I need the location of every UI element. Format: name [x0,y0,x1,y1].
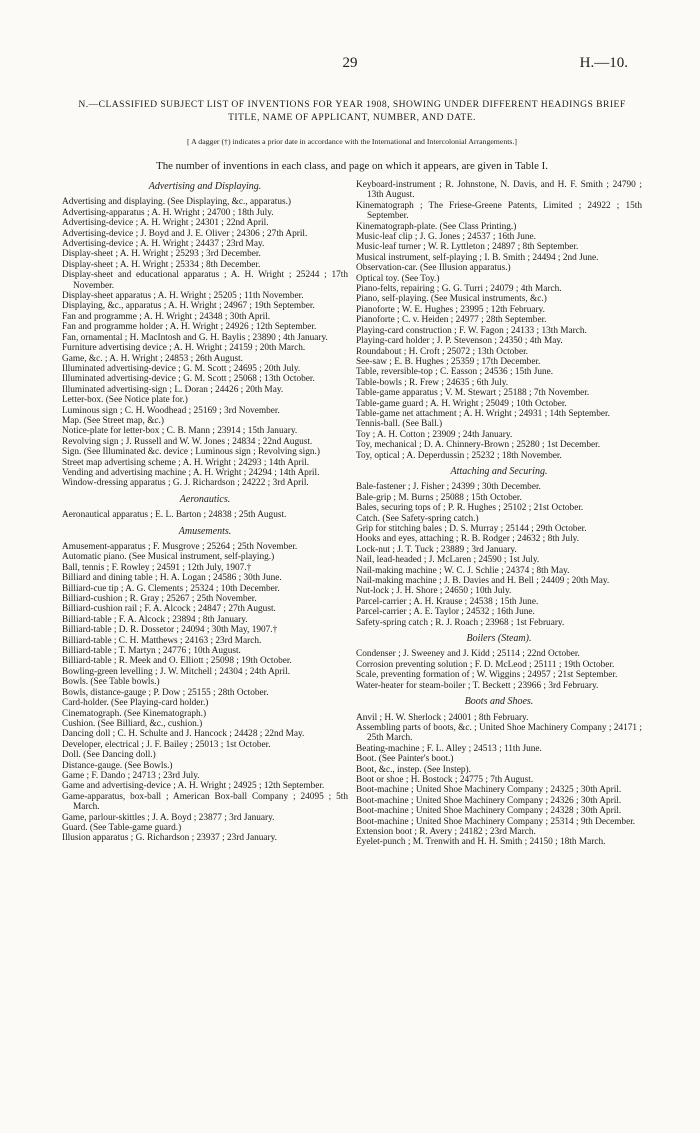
list-title: N.—CLASSIFIED SUBJECT LIST OF INVENTIONS FOR YEAR 1908, SHOWING UNDER DIFFERENT HEADINGS BRIEF TITLE, NAME OF APPLICANT, NUMBER, AND DATE. [78,99,626,123]
list-item: Beating-machine ; F. L. Alley ; 24513 ; 11th June. [356,743,542,754]
left-column [62,180,348,844]
list-item: Sign. (See Illuminated &c. device ; Luminous sign ; Revolving sign.) [62,447,320,458]
list-item: Revolving sign ; J. Russell and W. W. Jones ; 24834 ; 22nd August. [62,436,313,447]
list-item: Bales, securing tops of ; P. R. Hughes ; 25102 ; 21st October. [356,503,584,514]
list-item: Vending and advertising machine ; A. H. Wright ; 24294 ; 14th April. [62,467,320,478]
list-item: Hooks and eyes, attaching ; R. B. Rodger ; 24632 ; 8th July. [356,534,580,545]
list-item: Lock-nut ; J. T. Tuck ; 23889 ; 3rd January. [356,544,517,555]
list-item: Notice-plate for letter-box ; C. B. Mann ; 23914 ; 15th January. [62,426,298,437]
list-item: Amusement-apparatus ; F. Musgrove ; 25264 ; 25th November. [62,542,298,552]
subject-section [356,634,642,691]
list-item: Billiard and dining table ; H. A. Logan ; 24586 ; 30th June. [62,573,282,584]
list-item: Boot-machine ; United Shoe Machinery Company ; 24328 ; 30th April. [356,806,622,817]
entry-list [356,649,642,691]
list-item: Letter-box. (See Notice plate for.) [62,395,188,406]
list-item: Boot, &c., instep. (See Instep). [356,764,471,775]
section-heading: Boots and Shoes. [464,696,534,708]
list-item: Map. (See Street map, &c.) [62,415,164,426]
list-item: Nail-making machine ; J. B. Davies and H. Bell ; 24409 ; 20th May. [356,576,610,587]
list-item: Boot or shoe ; H. Bostock ; 24775 ; 7th August. [356,774,534,785]
list-item: Toy, optical ; A. Deperdussin ; 25232 ; 18th November. [356,450,562,461]
list-item: Game, &c. ; A. H. Wright ; 24853 ; 26th August. [62,353,243,364]
list-item: Table, reversible-top ; C. Easson ; 24536 ; 15th June. [356,367,554,378]
list-item: Scale, preventing formation of ; W. Wiggins ; 24957 ; 21st September. [356,670,618,681]
list-item: Ball, tennis ; F. Rowley ; 24591 ; 12th July, 1907.† [62,562,252,573]
list-item: Bowls. (See Table bowls.) [62,677,160,688]
list-item: Nut-lock ; J. H. Shore ; 24650 ; 10th July. [356,586,512,597]
list-item: Automatic piano. (See Musical instrument, self-playing.) [62,552,275,563]
list-item: Game, parlour-skittles ; J. A. Boyd ; 23877 ; 3rd January. [62,812,275,823]
list-item: Doll. (See Dancing doll.) [62,750,156,761]
list-item: Nail-making machine ; W. C. J. Schlie ; 24374 ; 8th May. [356,565,570,576]
list-item: Cinematograph. (See Kinematograph.) [62,708,207,719]
page-number: 29 [342,55,358,71]
list-item: Billiard-table ; D. R. Dossetor ; 24094 ; 30th May, 1907.† [62,625,278,636]
list-item: Piano, self-playing. (See Musical instruments, &c.) [356,294,547,305]
section-heading: Aeronautics. [179,493,231,505]
list-item: Illuminated advertising-device ; G. M. Scott ; 24695 ; 20th July. [62,363,301,374]
list-item: Bale-fastener ; J. Fisher ; 24399 ; 30th December. [356,482,541,493]
list-item: Roundabout ; H. Croft ; 25072 ; 13th October. [356,346,528,357]
list-item: Billiard-cue tip ; A. G. Clements ; 25324 ; 10th December. [62,583,280,594]
list-item: Optical toy. (See Toy.) [356,273,440,284]
list-item: Eyelet-punch ; M. Trenwith and H. H. Smith ; 24150 ; 18th March. [356,837,606,848]
list-item: Toy ; A. H. Cotton ; 23909 ; 24th January. [356,429,513,440]
list-item: Piano-felts, repairing ; G. G. Turri ; 24079 ; 4th March. [356,284,562,295]
list-item: Advertising-device ; A. H. Wright ; 24437 ; 23rd May. [62,239,265,250]
list-item: Billiard-table ; T. Martyn ; 24776 ; 10th August. [62,646,241,657]
list-item: Grip for stitching bales ; D. S. Murray ; 25144 ; 29th October. [356,524,587,534]
entry-list [356,482,642,628]
list-item: Billiard-cushion rail ; F. A. Alcock ; 24847 ; 27th August. [62,604,276,615]
entry-list [62,510,348,520]
list-item: Bowls, distance-gauge ; P. Dow ; 25155 ; 28th October. [62,687,269,698]
intro-text: The number of inventions in each class, and page on which it appears, are given in Table I. [156,160,548,172]
list-item: Pianoforte ; C. v. Heiden ; 24977 ; 28th September. [356,315,547,326]
list-item: Corrosion preventing solution ; F. D. McLeod ; 25111 ; 19th October. [356,659,615,670]
list-item: Cushion. (See Billiard, &c., cushion.) [62,718,203,729]
list-item: Boot-machine ; United Shoe Machinery Company ; 24326 ; 30th April. [356,795,622,806]
list-item: Developer, electrical ; J. F. Bailey ; 25013 ; 1st October. [62,739,271,750]
list-item: Advertising and displaying. (See Displaying, &c., apparatus.) [62,197,292,208]
section-heading: Amusements. [178,525,232,537]
list-item: Water-heater for steam-boiler ; T. Beckett ; 23966 ; 3rd February. [356,680,599,691]
entry-list [62,542,348,844]
list-item: Boot-machine ; United Shoe Machinery Company ; 25314 ; 9th December. [356,816,636,827]
subject-section [356,180,642,461]
list-item: Street map advertising scheme ; A. H. Wright ; 24293 ; 14th April. [62,457,310,468]
list-item: Fan and programme ; A. H. Wright ; 24348 ; 30th April. [62,311,271,322]
entry-list [356,713,642,848]
list-item: Observation-car. (See Illusion apparatus.) [356,263,511,274]
list-item: Guard. (See Table-game guard.) [62,822,182,833]
page-reference: H.—10. [579,55,628,71]
list-item: Dancing doll ; C. H. Schulte and J. Hancock ; 24428 ; 22nd May. [62,729,305,740]
list-item: Tennis-ball. (See Ball.) [356,419,443,430]
list-item: Billiard-table ; C. H. Matthews ; 24163 ; 23rd March. [62,635,262,646]
list-item: Music-leaf clip ; J. G. Jones ; 24537 ; 16th June. [356,232,536,243]
list-item: Billiard-table ; R. Meek and O. Elliott ; 25098 ; 19th October. [62,656,292,667]
list-item: Distance-gauge. (See Bowls.) [62,760,173,771]
list-item: Table-game apparatus ; V. M. Stewart ; 25188 ; 7th November. [356,388,590,399]
list-item: Game ; F. Dando ; 24713 ; 23rd July. [62,770,200,781]
list-item: Illuminated advertising-sign ; L. Doran ; 24426 ; 20th May. [62,384,284,395]
list-item: Nail, lead-headed ; J. McLaren ; 24590 ; 1st July. [356,555,540,566]
list-item: See-saw ; E. B. Hughes ; 25359 ; 17th December. [356,356,541,367]
list-item: Illusion apparatus ; G. Richardson ; 23937 ; 23rd January. [62,833,277,844]
subject-section [62,495,348,521]
entry-list [62,197,348,488]
dagger-note: [ A dagger (†) indicates a prior date in accordance with the International and Intercolonial Arrangements.] [187,137,517,146]
entry-list [356,180,642,461]
subject-section [62,527,348,844]
subject-section [356,697,642,848]
list-item: Billiard-cushion ; R. Gray ; 25267 ; 25th November. [62,594,257,605]
right-column [356,180,642,848]
list-item: Playing-card holder ; J. P. Stevenson ; 24350 ; 4th May. [356,336,563,347]
list-item: Game and advertising-device ; A. H. Wright ; 24925 ; 12th September. [62,781,325,792]
list-item: Display-sheet apparatus ; A. H. Wright ; 25205 ; 11th November. [62,291,304,302]
list-item: Musical instrument, self-playing ; I. B. Smith ; 24494 ; 2nd June. [356,252,599,263]
list-item: Safety-spring catch ; R. J. Roach ; 23968 ; 1st February. [356,617,565,628]
list-item: Furniture advertising device ; A. H. Wright ; 24159 ; 20th March. [62,343,306,354]
list-item: Displaying, &c., apparatus ; A. H. Wright ; 24967 ; 19th September. [62,301,315,312]
list-item: Game-apparatus, box-ball ; American Box-ball Company ; 24095 ; 5th March. [62,791,348,813]
list-item: Kinematograph ; The Friese-Greene Patents, Limited ; 24922 ; 15th September. [356,200,642,222]
section-heading: Boilers (Steam). [466,633,532,645]
list-item: Parcel-carrier ; A. E. Taylor ; 24532 ; 16th June. [356,607,535,618]
list-item: Catch. (See Safety-spring catch.) [356,513,479,524]
list-item: Billiard-table ; F. A. Alcock ; 23894 ; 8th January. [62,614,248,625]
list-item: Boot-machine ; United Shoe Machinery Company ; 24325 ; 30th April. [356,785,622,796]
section-heading: Attaching and Securing. [450,465,548,477]
list-item: Card-holder. (See Playing-card holder.) [62,698,209,709]
list-item: Advertising-apparatus ; A. H. Wright ; 24700 ; 18th July. [62,207,274,218]
list-item: Display-sheet ; A. H. Wright ; 25334 ; 8th December. [62,259,261,270]
subject-section [356,467,642,628]
list-item: Kinematograph-plate. (See Class Printing.) [356,221,517,232]
list-item: Condenser ; J. Sweeney and J. Kidd ; 25114 ; 22nd October. [356,649,580,660]
list-item: Window-dressing apparatus ; G. J. Richardson ; 24222 ; 3rd April. [62,478,309,489]
list-item: Pianoforte ; W. E. Hughes ; 23995 ; 12th February. [356,304,545,315]
list-item: Keyboard-instrument ; R. Johnstone, N. Davis, and H. F. Smith ; 24790 ; 13th August. [356,180,642,201]
list-item: Bowling-green levelling ; J. W. Mitchell ; 24304 ; 24th April. [62,666,291,677]
list-item: Playing-card construction ; F. W. Fagon ; 24133 ; 13th March. [356,325,587,336]
list-item: Toy, mechanical ; D. A. Chinnery-Brown ; 25280 ; 1st December. [356,440,601,451]
list-item: Fan, ornamental ; H. MacIntosh and G. H. Baylis ; 23890 ; 4th January. [62,332,328,343]
list-item: Extension boot ; R. Avery ; 24182 ; 23rd March. [356,826,536,837]
list-item: Display-sheet and educational apparatus ; A. H. Wright ; 25244 ; 17th November. [62,270,348,291]
list-item: Aeronautical apparatus ; E. L. Barton ; 24838 ; 25th August. [62,510,287,521]
section-heading: Advertising and Displaying. [148,181,262,192]
list-item: Music-leaf turner ; W. R. Lyttleton ; 24897 ; 8th September. [356,242,579,253]
list-item: Illuminated advertising-device ; G. M. Scott ; 25068 ; 13th October. [62,374,315,385]
subject-section [62,182,348,489]
list-item: Parcel-carrier ; A. H. Krause ; 24538 ; 15th June. [356,596,539,607]
list-item: Table-game net attachment ; A. H. Wright ; 24931 ; 14th September. [356,408,610,419]
list-item: Bale-grip ; M. Burns ; 25088 ; 15th October. [356,492,522,503]
list-item: Boot. (See Painter's boot.) [356,754,454,765]
list-item: Table-bowls ; R. Frew ; 24635 ; 6th July. [356,377,509,388]
list-item: Fan and programme holder ; A. H. Wright ; 24926 ; 12th September. [62,322,317,333]
list-item: Display-sheet ; A. H. Wright ; 25293 ; 3rd December. [62,249,261,260]
list-item: Advertising-device ; J. Boyd and J. E. Oliver ; 24306 ; 27th April. [62,228,308,239]
list-item: Assembling parts of boots, &c. ; United Shoe Machinery Company ; 24171 ; 25th March. [356,722,642,744]
list-item: Advertising-device ; A. H. Wright ; 24301 ; 22nd April. [62,218,269,229]
list-item: Luminous sign ; C. H. Woodhead ; 25169 ; 3rd November. [62,405,280,416]
list-item: Anvil ; H. W. Sherlock ; 24001 ; 8th February. [356,712,529,723]
list-item: Table-game guard ; A. H. Wright ; 25049 ; 10th October. [356,398,567,409]
